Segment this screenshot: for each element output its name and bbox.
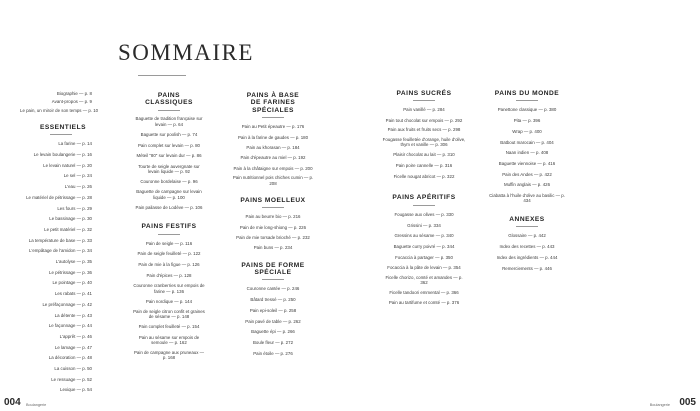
toc-entry[interactable]: Pain d'épices — p. 128 (146, 272, 192, 278)
heading-divider (516, 100, 538, 101)
toc-entry[interactable]: Le pétrissage — p. 36 (49, 269, 92, 275)
entry-list (132, 239, 206, 363)
toc-entry[interactable]: Wrap — p. 400 (512, 128, 542, 134)
toc-entry[interactable]: Ficelle tandoori emmental — p. 366 (389, 289, 459, 295)
toc-entry[interactable]: Pain au sésame sur empois de semoule — p. 162 (138, 334, 200, 345)
entry-list (230, 284, 316, 359)
toc-entry[interactable]: Le préfaçonnage — p. 42 (42, 301, 92, 307)
heading-divider (158, 234, 180, 235)
toc-entry[interactable]: Batbout marocain — p. 404 (500, 139, 554, 145)
entry-list (230, 122, 316, 188)
toc-entry[interactable]: Couronne cranberries sur empois de farine — p. 136 (133, 283, 205, 294)
toc-entry[interactable]: Plaisir chocolat au lait — p. 310 (393, 152, 455, 158)
section-pains-moelleux (230, 197, 316, 254)
entry-list (20, 139, 92, 396)
toc-entry[interactable]: Gressins au sésame — p. 340 (394, 233, 454, 239)
toc-entry[interactable]: Grissini — p. 334 (407, 222, 441, 228)
heading-divider (158, 110, 180, 111)
heading-divider (50, 134, 72, 135)
toc-entry[interactable]: La détente — p. 43 (54, 312, 92, 318)
toc-entry[interactable]: Pain complet sur levain — p. 80 (138, 142, 200, 148)
section-heading: PAINS APÉRITIFS (392, 194, 456, 202)
toc-entry[interactable]: Focaccia à la pâte de levain — p. 354 (387, 264, 461, 270)
toc-entry[interactable]: Pain buns — p. 234 (253, 244, 293, 250)
toc-entry[interactable]: Pain nutritionnel pois chiches cumin — p. 208 (232, 175, 314, 186)
toc-entry[interactable]: Pain complet feuilleté — p. 154 (138, 324, 200, 330)
toc-entry[interactable]: Baguette sur poolish — p. 74 (140, 131, 198, 137)
section-essentiels (20, 124, 92, 396)
section-heading: PAINS DU MONDE (494, 90, 560, 97)
toc-entry[interactable]: Pain de mie long-shiong — p. 226 (239, 224, 307, 230)
toc-entry[interactable]: Pain d'épeautre au miel — p. 192 (240, 155, 306, 161)
page-number-left: 004 (4, 397, 21, 408)
toc-entry[interactable]: Baguette viennoise — p. 416 (498, 160, 556, 166)
section-heading: PAINS (157, 92, 181, 99)
entry-list (230, 212, 316, 254)
toc-entry[interactable]: La cuisson — p. 50 (54, 366, 92, 372)
toc-entry[interactable]: Le matériel de pétrissage — p. 28 (26, 194, 92, 200)
toc-entry[interactable]: Les fours — p. 29 (57, 205, 92, 211)
toc-entry[interactable]: Bâtard tressé — p. 250 (250, 297, 296, 303)
column-essentiels (20, 90, 99, 404)
toc-entry[interactable]: Pain nordique — p. 144 (145, 298, 193, 304)
column-classiques (132, 92, 206, 371)
section-pains-festifs (132, 223, 206, 363)
intro-item[interactable]: Le pain, un miroir de son temps — p. 10 (20, 107, 99, 113)
toc-entry[interactable]: Index des recettes — p. 443 (499, 244, 555, 250)
toc-entry[interactable]: Pita — p. 396 (513, 118, 541, 124)
toc-entry[interactable]: Naan indien — p. 408 (505, 150, 549, 156)
toc-entry[interactable]: Baguette de campagne sur levain liquide — p. 100 (136, 189, 202, 200)
toc-entry[interactable]: Ciabatta à l'huile d'olive au basilic — p. 434 (489, 192, 565, 204)
toc-entry[interactable]: Les rabats — p. 41 (54, 291, 92, 297)
toc-entry[interactable]: Focaccia à partager — p. 350 (395, 254, 453, 260)
section-pains-sucres (382, 90, 466, 182)
toc-entry[interactable]: Le façonnage — p. 44 (48, 323, 92, 329)
toc-entry[interactable]: Pain de campagne aux pruneaux — p. 168 (133, 349, 205, 360)
column-sucres (382, 90, 466, 316)
toc-entry[interactable]: La décoration — p. 48 (48, 355, 92, 361)
section-annexes (488, 216, 566, 274)
toc-entry[interactable]: Pain des Andes — p. 422 (502, 171, 552, 177)
toc-entry[interactable]: Baguette de tradition française sur levain — p. 64 (135, 116, 203, 127)
toc-entry[interactable]: Le lamage — p. 47 (54, 344, 92, 350)
heading-divider (516, 226, 538, 227)
intro-list (20, 90, 99, 115)
toc-entry[interactable]: Pain pavé de table — p. 262 (245, 318, 301, 324)
toc-entry[interactable]: Pain vanillé — p. 284 (403, 107, 445, 113)
toc-entry[interactable]: Pain au khorasan — p. 184 (246, 144, 300, 150)
entry-list (382, 210, 466, 308)
toc-entry[interactable]: Pain à la châtaigne sur empois — p. 200 (233, 165, 313, 171)
toc-entry[interactable]: La température de base — p. 33 (28, 237, 92, 243)
section-heading: ANNEXES (509, 216, 545, 224)
toc-entry[interactable]: Le levain boulangerie — p. 16 (33, 152, 92, 157)
toc-entry[interactable]: Pain de seigle citron confit et graines de sésame — p. 148 (133, 308, 205, 320)
section-heading: SPÉCIALE (254, 269, 292, 277)
title-divider (138, 75, 186, 76)
section-heading: ESSENTIELS (39, 123, 86, 131)
section-heading: PAINS MOELLEUX (240, 196, 306, 204)
toc-entry[interactable]: Le ressuage — p. 52 (51, 376, 92, 382)
toc-entry[interactable]: Pain poire cannelle — p. 316 (395, 163, 453, 168)
toc-entry[interactable]: Boule fleur — p. 272 (252, 339, 294, 345)
toc-entry[interactable]: L'eau — p. 26 (64, 184, 92, 190)
section-heading: PAINS SUCRÉS (396, 90, 452, 97)
column-monde (488, 90, 566, 282)
toc-entry[interactable]: Le levain naturel — p. 20 (43, 162, 92, 168)
toc-entry[interactable]: Remerciements — p. 446 (502, 265, 552, 271)
section-pains-base (230, 92, 316, 189)
toc-entry[interactable]: L'empâtage de l'amidon — p. 34 (29, 248, 92, 254)
toc-entry[interactable]: Pain de mie torsade brioché — p. 232 (236, 234, 310, 240)
toc-entry[interactable]: Baguette curry poivré — p. 344 (393, 243, 455, 249)
toc-entry[interactable]: La farine — p. 14 (58, 141, 92, 147)
section-pains-monde (488, 90, 566, 206)
toc-entry[interactable]: Couronne cantée — p. 246 (246, 286, 300, 292)
toc-entry[interactable]: Baguette épi — p. 266 (251, 329, 295, 335)
toc-entry[interactable]: Couronne bordelaise — p. 96 (140, 178, 198, 184)
heading-divider (413, 100, 435, 101)
section-heading: DE FARINES SPÉCIALES (250, 99, 296, 114)
toc-entry[interactable]: Pain aux fruits et fruits secs — p. 298 (387, 127, 461, 133)
toc-entry[interactable]: Pain de mie à la figue — p. 126 (138, 262, 200, 268)
column-speciales (230, 92, 316, 367)
toc-entry[interactable]: Pain de seigle — p. 116 (145, 240, 193, 246)
toc-entry[interactable]: Pain au tartifume et comté — p. 376 (388, 300, 460, 306)
entry-list (488, 231, 566, 274)
toc-entry[interactable]: Panettone classique — p. 380 (497, 107, 557, 113)
section-pains-classiques (132, 92, 206, 213)
section-heading: PAINS FESTIFS (141, 223, 197, 231)
toc-entry[interactable]: L'apprêt — p. 46 (59, 333, 92, 339)
toc-entry[interactable]: Index des ingrédients — p. 444 (496, 254, 558, 260)
section-pains-aperitifs (382, 194, 466, 308)
toc-entry[interactable]: Le pointage — p. 40 (52, 280, 92, 286)
toc-entry[interactable]: Glossaire — p. 442 (508, 233, 546, 239)
intro-item[interactable]: Avant-propos — p. 9 (51, 99, 92, 105)
heading-divider (262, 117, 284, 118)
toc-entry[interactable]: Méteil "80" sur levain dur — p. 86 (136, 153, 202, 159)
toc-entry[interactable]: Le petit matériel — p. 32 (44, 226, 92, 232)
toc-entry[interactable]: Le sel — p. 24 (63, 173, 92, 179)
entry-list (382, 105, 466, 182)
toc-entry[interactable]: Fougasse aux olives — p. 330 (394, 211, 454, 217)
toc-entry[interactable]: Pain à la farine de gaudes — p. 180 (237, 134, 309, 140)
toc-entry[interactable]: Lexique — p. 54 (60, 387, 92, 393)
intro-item[interactable]: Biographie — p. 8 (56, 91, 92, 96)
toc-entry[interactable]: Ficelle nougat abricot — p. 322 (393, 173, 455, 179)
heading-divider (262, 279, 284, 280)
toc-entry[interactable]: Muffin anglais — p. 426 (503, 182, 551, 188)
toc-entry[interactable]: Pain tout chocolat sur empois — p. 292 (385, 117, 463, 123)
toc-entry[interactable]: L'autolyse — p. 35 (55, 259, 92, 265)
toc-entry[interactable]: Ficelle chorizo, comté et amandes — p. 362 (385, 274, 463, 285)
footer-label-right: Boulangerie (649, 403, 670, 407)
heading-divider (413, 205, 435, 206)
toc-entry[interactable]: Le bassinage — p. 30 (49, 216, 92, 222)
heading-divider (262, 207, 284, 208)
entry-list (488, 105, 566, 206)
page-number-right: 005 (679, 397, 696, 408)
toc-entry[interactable]: Pain de seigle feuilleté — p. 122 (137, 251, 201, 257)
toc-entry[interactable]: Pain étoile — p. 276 (253, 350, 293, 356)
section-heading: CLASSIQUES (145, 99, 193, 107)
toc-entry[interactable]: Tourte de seigle auvergnate sur levain liquide — p. 92 (138, 163, 200, 174)
toc-entry[interactable]: Pain pailasse de Lodève — p. 106 (135, 204, 203, 210)
toc-entry[interactable]: Pain au Petit épeautre — p. 176 (241, 124, 305, 130)
toc-entry[interactable]: Fougasse feuilletée d'orange, huile d'olive, thym et vanille — p. 306 (382, 136, 466, 148)
page-title: SOMMAIRE (118, 40, 254, 65)
entry-list (132, 115, 206, 214)
section-heading: PAINS DE FORME (241, 261, 305, 269)
section-heading: PAINS À BASE (246, 92, 300, 99)
footer-label-left: Boulangerie (26, 403, 47, 407)
section-pains-forme (230, 262, 316, 360)
toc-entry[interactable]: Pain au beurre bio — p. 216 (245, 213, 301, 219)
toc-entry[interactable]: Pain epi-soleil — p. 258 (249, 307, 297, 313)
